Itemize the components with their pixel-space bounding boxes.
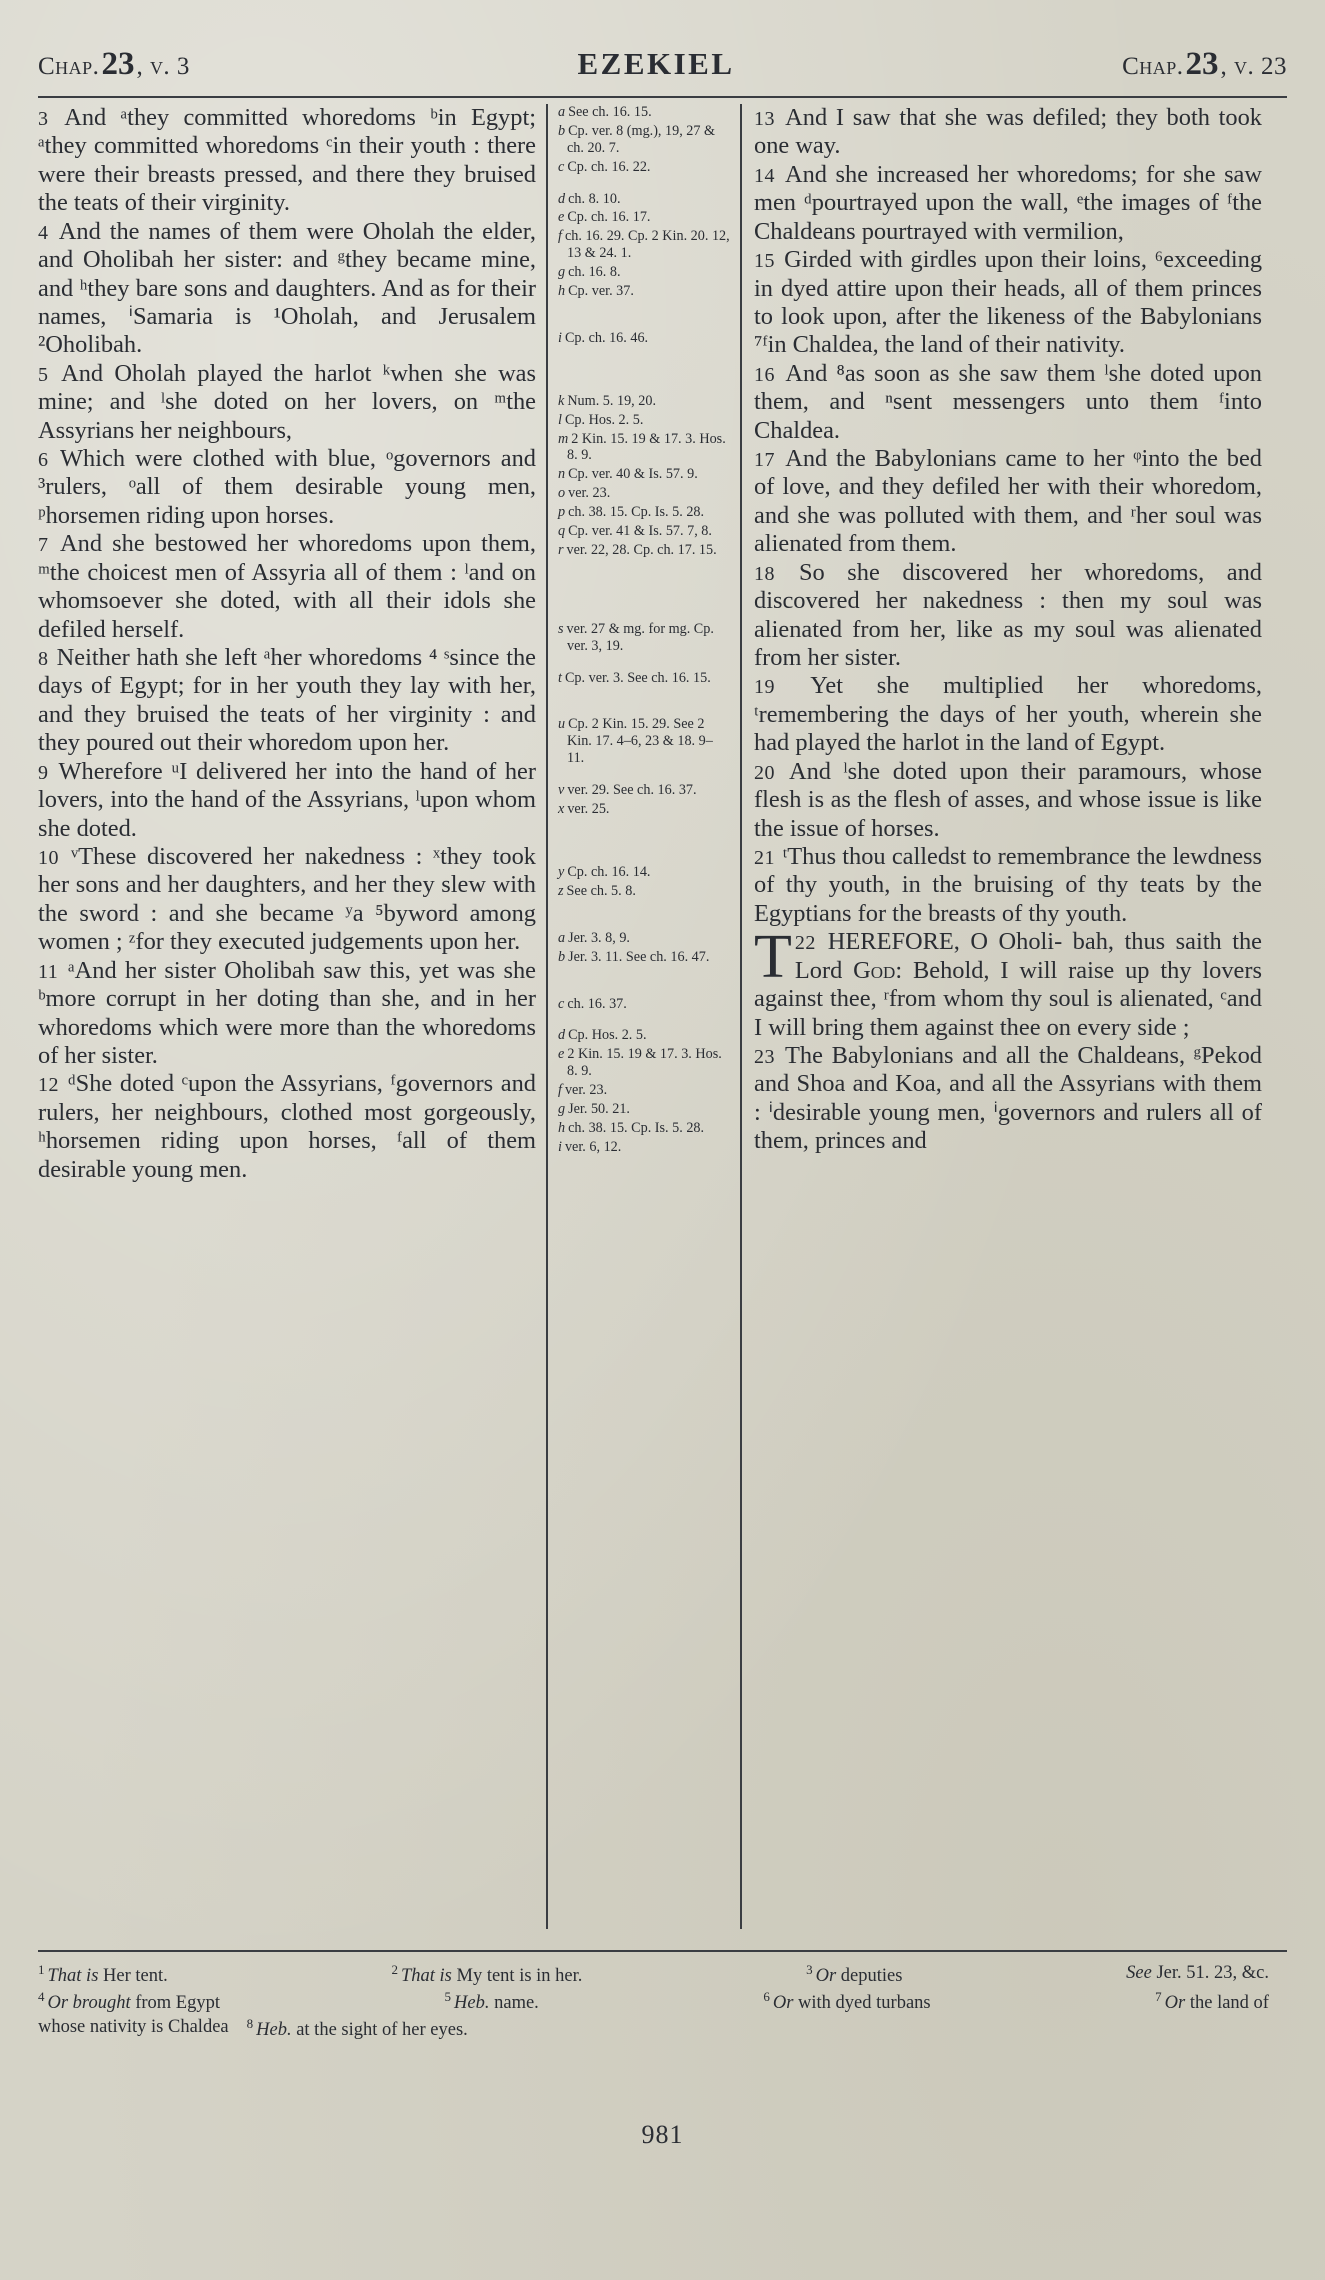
note-marker: y <box>558 863 565 880</box>
running-head-left <box>38 46 190 83</box>
divine-name: God <box>853 956 896 984</box>
verse-text: ᵈShe doted ᶜupon the Assyrians, ᶠgovernors and rulers, her neighbours, clothed most gorgeously, ʰhorsemen riding upon horses, ᶠall of them desirable young men. <box>38 1070 536 1183</box>
verse <box>38 957 536 1071</box>
verse-number: 11 <box>38 960 66 983</box>
note-marker: b <box>558 948 566 965</box>
verse <box>38 530 536 644</box>
cross-reference-note <box>558 716 730 767</box>
note-marker: u <box>558 716 566 733</box>
footnotes-block <box>38 1962 1287 2042</box>
note-text: ch. 38. 15. Cp. Is. 5. 28. <box>568 504 705 521</box>
footnote <box>38 1962 186 1989</box>
cross-reference-note <box>558 412 730 429</box>
verse-number: 12 <box>38 1074 67 1097</box>
cross-reference-note <box>558 864 730 881</box>
verse-text: ᵛThese discovered her nakedness : ˣthey took her sons and her daughters, and her they slew with the sword : and she became ʸa ⁵byword among women ; ᶻfor they executed judgements upon her. <box>38 842 536 956</box>
verse-number: 22 <box>794 932 826 955</box>
cross-reference-note <box>558 883 730 900</box>
note-text: 2 Kin. 15. 19 & 17. 3. Hos. 8. 9. <box>567 1046 722 1080</box>
note-text: ver. 27 & mg. for mg. Cp. ver. 3, 19. <box>566 620 714 654</box>
verse-text: And she bestowed her whoredoms upon them, ᵐthe choicest men of Assyria all of them : ˡand on whomsoever she doted, with all their idols she defiled herself. <box>38 530 537 643</box>
verse-number: 15 <box>754 250 783 273</box>
footnote-text: deputies <box>840 1966 903 1987</box>
cross-reference-note <box>558 949 730 966</box>
verse <box>38 218 536 360</box>
body-columns <box>38 104 1287 1929</box>
note-text: See ch. 16. 15. <box>568 104 652 120</box>
note-marker: a <box>558 104 566 120</box>
verse-number: 5 <box>38 363 60 386</box>
note-marker: d <box>558 1027 566 1044</box>
footnote-text: My tent is in her. <box>456 1966 583 1987</box>
note-text: Cp. ver. 8 (mg.), 19, 27 & ch. 20. 7. <box>567 122 716 156</box>
note-marker: p <box>558 504 566 521</box>
cross-reference-note <box>558 504 730 521</box>
cross-reference-note <box>558 523 730 540</box>
note-marker: s <box>558 620 564 637</box>
verse-number: 6 <box>38 449 58 472</box>
verse-text: Yet she multiplied her whoredoms, ᵗremembering the days of her youth, wherein she had played the harlot in the land of Egypt. <box>754 672 1262 757</box>
verse-text: Girded with girdles upon their loins, ⁶exceeding in dyed attire upon their heads, all of them princes to look upon, after the likeness of the Babylonians ⁷ᶠin Chaldea, the land of their nativity. <box>754 246 1263 359</box>
cross-reference-note <box>558 264 730 281</box>
cross-reference-note <box>558 485 730 502</box>
verse-text: And the Babylonians came to her ᵠinto the bed of love, and they defiled her with their whoredom, and she was polluted with them, and ʳher soul was alienated from them. <box>754 445 1262 558</box>
note-marker: h <box>558 1119 566 1136</box>
verse <box>38 360 536 445</box>
footnote <box>247 2016 486 2043</box>
cross-reference-note <box>558 1120 730 1137</box>
note-text: Cp. 2 Kin. 15. 29. See 2 Kin. 17. 4–6, 23 & 18. 9–11. <box>567 716 713 767</box>
verse-text: And the names of them were Oholah the elder, and Oholibah her sister: and ᵍthey became mine, and ʰthey bare sons and daughters. And as for their names, ⁱSamaria is ¹Oholah, and Jerusalem ²Oholibah. <box>38 217 536 359</box>
footnote <box>1155 1989 1287 2016</box>
note-text: Num. 5. 19, 20. <box>567 392 656 409</box>
cross-reference-note <box>558 104 730 121</box>
footnote-text: whose nativity is Chaldea <box>38 2016 229 2037</box>
footnote-text: with dyed turbans <box>798 1992 931 2013</box>
note-text: Cp. ver. 40 & Is. 57. 9. <box>568 466 698 483</box>
book-title: EZEKIEL <box>577 46 735 81</box>
footnote <box>38 1989 238 2016</box>
verse-text: And I saw that she was defiled; they both took one way. <box>754 104 1263 160</box>
verse-text: ᵗThus thou calledst to remembrance the lewdness of thy youth, in the bruising of thy teats by the Egyptians for the breasts of thy youth. <box>754 842 1262 927</box>
note-text: Jer. 3. 8, 9. <box>568 929 630 946</box>
verse-number: 20 <box>754 761 787 784</box>
note-marker: m <box>558 430 569 447</box>
note-marker: f <box>558 228 562 245</box>
chap-number-right: 23 <box>1185 46 1219 82</box>
verse-text: The Babylonians and all the Chaldeans, ᵍPekod and Shoa and Koa, and all the Assyrians with them : ⁱdesirable young men, ⁱgovernors and rulers all of them, princes and <box>754 1041 1263 1155</box>
cross-reference-note <box>558 123 730 157</box>
note-text: Cp. ver. 41 & Is. 57. 7, 8. <box>568 523 712 540</box>
cross-reference-note <box>558 431 730 465</box>
note-text: Cp. ver. 3. See ch. 16. 15. <box>564 669 711 686</box>
footnote-row <box>38 2016 1287 2043</box>
cross-reference-note <box>558 1082 730 1099</box>
note-marker: r <box>558 541 564 558</box>
note-marker: z <box>558 882 564 899</box>
verse-text: And she increased her whoredoms; for she saw men ᵈpourtrayed upon the wall, ᵉthe images of ᶠthe Chaldeans pourtrayed with vermilion, <box>754 160 1262 245</box>
note-text: See ch. 5. 8. <box>566 882 636 899</box>
verse <box>754 758 1262 843</box>
footnote <box>445 1989 557 2016</box>
running-head-right <box>1122 46 1287 83</box>
note-text: ver. 29. See ch. 16. 37. <box>567 782 697 799</box>
cross-reference-note <box>558 209 730 226</box>
footnote-rule <box>38 1950 1287 1952</box>
cross-reference-note <box>558 542 730 559</box>
note-text: Cp. ch. 16. 14. <box>567 863 651 880</box>
verse-number: 18 <box>754 562 797 585</box>
cross-reference-note <box>558 283 730 300</box>
footnote-number: 3 <box>806 1962 813 1977</box>
note-text: Cp. ch. 16. 17. <box>567 209 651 226</box>
verse-number: 3 <box>38 108 63 130</box>
footnote-cue: See <box>1126 1963 1157 1983</box>
drop-cap: T <box>754 923 792 992</box>
note-text: ch. 38. 15. Cp. Is. 5. 28. <box>568 1119 705 1136</box>
verse-text: Which were clothed with blue, ᵒgovernors and ³rulers, ᵒall of them desirable young men, ᵖhorsemen riding upon horses. <box>38 445 536 529</box>
verse-text: HEREFORE, O Oholi- bah, thus saith the Lord God: Behold, I will raise up thy lovers against thee, ʳfrom whom thy soul is alienated, ᶜand I will bring them against thee on every side ; <box>754 928 1263 1041</box>
verse-number: 23 <box>754 1045 784 1068</box>
footnote-cue: Or <box>815 1966 841 1987</box>
footnote <box>1126 1962 1287 1989</box>
verse <box>754 923 1263 1042</box>
note-marker: a <box>558 929 566 946</box>
chap-label-left: Chap. <box>38 53 100 80</box>
verse-number: 10 <box>38 846 69 869</box>
verse-text: And ˡshe doted upon their paramours, whose flesh is as the flesh of asses, and whose issue is like the issue of horses. <box>754 757 1263 842</box>
cross-reference-note <box>558 159 730 176</box>
note-text: Cp. ch. 16. 46. <box>564 329 649 346</box>
note-marker: i <box>558 329 562 346</box>
cross-reference-note <box>558 1101 730 1118</box>
verse-text: Neither hath she left ᵃher whoredoms ⁴ ˢsince the days of Egypt; for in her youth they lay with her, and they bruised the teats of her virginity : and they poured out their whoredom upon her. <box>38 644 537 757</box>
verse-number: 14 <box>754 164 783 187</box>
footnote-text: from Egypt <box>135 1992 220 2013</box>
cross-reference-note <box>558 782 730 799</box>
verse <box>754 246 1262 360</box>
footnote <box>391 1962 600 1989</box>
verse-number: 21 <box>754 846 781 869</box>
verse-text: And Oholah played the harlot ᵏwhen she was mine; and ˡshe doted on her lovers, on ᵐthe Assyrians her neighbours, <box>38 359 536 444</box>
scripture-column-left <box>38 104 546 1929</box>
verse <box>754 104 1262 161</box>
verse-number: 4 <box>38 221 57 244</box>
verse <box>754 843 1262 928</box>
verse-text: So she discovered her whoredoms, and discovered her nakedness : then my soul was alienated from her, like as my soul was alienated from her sister. <box>754 558 1262 672</box>
cross-reference-note <box>558 996 730 1013</box>
note-text: Cp. ch. 16. 22. <box>567 158 651 175</box>
verse-text: And ⁸as soon as she saw them ˡshe doted upon them, and ⁿsent messengers unto them ᶠinto Chaldea. <box>754 359 1262 444</box>
verse-text: Wherefore ᵘI delivered her into the hand of her lovers, into the hand of the Assyrians, ˡupon whom she doted. <box>38 757 536 842</box>
verse-number: 17 <box>754 449 784 472</box>
verse-number: 8 <box>38 648 55 671</box>
verse-label-left: , v. 3 <box>136 53 190 80</box>
footnote-text: name. <box>494 1992 539 2013</box>
footnote-cue: Or <box>1164 1992 1190 2013</box>
verse <box>754 445 1262 559</box>
footnote-number: 8 <box>246 2015 254 2031</box>
cross-reference-note <box>558 1046 730 1080</box>
note-marker: c <box>558 995 565 1012</box>
page-number: 981 <box>641 2120 684 2149</box>
footnote-number: 1 <box>38 1962 45 1977</box>
verse <box>38 843 536 957</box>
note-text: ver. 6, 12. <box>564 1138 622 1155</box>
verse-text: ᵃAnd her sister Oholibah saw this, yet was she ᵇmore corrupt in her doting than she, and in her whoredoms which were more than the whoredoms of her sister. <box>38 956 536 1069</box>
verse <box>38 758 536 843</box>
cross-reference-note <box>558 621 730 655</box>
cross-reference-note <box>558 1139 730 1156</box>
chap-number-left: 23 <box>101 46 135 82</box>
verse-number: 13 <box>754 108 784 130</box>
footnote <box>38 2016 247 2043</box>
note-marker: d <box>558 190 566 207</box>
cross-reference-column <box>546 104 742 1929</box>
note-text: ch. 16. 29. Cp. 2 Kin. 20. 12, 13 & 24. 1. <box>564 228 730 262</box>
note-text: ver. 23. <box>568 485 611 502</box>
footnote-cue: That is <box>400 1966 457 1987</box>
footnote-text: the land of <box>1189 1992 1269 2013</box>
cross-reference-note <box>558 228 730 262</box>
header-rule <box>38 96 1287 98</box>
verse-text: And ᵃthey committed whoredoms ᵇin Egypt; ᵃthey committed whoredoms ᶜin their youth : there were their breasts pressed, and there they bruised the teats of their virginity. <box>38 104 537 217</box>
running-head <box>38 46 1287 92</box>
verse <box>38 644 536 758</box>
footnote-number: 4 <box>38 1988 45 2004</box>
note-text: Cp. Hos. 2. 5. <box>568 1027 647 1044</box>
cross-reference-note <box>558 930 730 947</box>
footnote-row <box>38 1989 1287 2016</box>
note-marker: t <box>558 669 562 686</box>
verse <box>38 104 536 218</box>
footnote-text: at the sight of her eyes. <box>296 2019 468 2040</box>
note-text: Jer. 3. 11. See ch. 16. 47. <box>568 948 710 965</box>
note-text: ch. 16. 8. <box>568 264 621 281</box>
cross-reference-note <box>558 1027 730 1044</box>
note-text: ver. 23. <box>564 1082 608 1099</box>
footnote-text: Jer. 51. 23, &c. <box>1156 1963 1269 1983</box>
note-marker: c <box>558 158 565 175</box>
note-marker: n <box>558 466 566 483</box>
verse-label-right: , v. 23 <box>1220 53 1287 80</box>
verse <box>754 161 1262 246</box>
cross-reference-note <box>558 191 730 208</box>
note-text: Cp. Hos. 2. 5. <box>564 411 644 428</box>
note-marker: e <box>558 1046 565 1063</box>
note-text: Cp. ver. 37. <box>568 283 634 300</box>
note-marker: l <box>558 411 562 428</box>
footnote-number: 6 <box>763 1988 770 2004</box>
cross-reference-note <box>558 393 730 410</box>
note-text: ch. 8. 10. <box>568 190 621 207</box>
verse-number: 7 <box>38 534 59 557</box>
verse <box>754 1042 1262 1156</box>
footnote-row <box>38 1962 1287 1989</box>
cross-reference-note <box>558 466 730 483</box>
footnote <box>763 1989 948 2016</box>
scripture-column-right <box>742 104 1262 1929</box>
cross-reference-note <box>558 801 730 818</box>
footnote-cue: Or brought <box>47 1992 136 2013</box>
verse <box>38 445 536 530</box>
note-text: ver. 22, 28. Cp. ch. 17. 15. <box>566 541 717 558</box>
note-marker: x <box>558 801 565 818</box>
chap-label-right: Chap. <box>1122 53 1184 80</box>
verse <box>754 360 1262 445</box>
verse-number: 9 <box>38 761 57 784</box>
note-marker: v <box>558 782 565 799</box>
footnote-number: 2 <box>391 1962 398 1977</box>
footnote-text: Her tent. <box>103 1966 168 1987</box>
note-marker: g <box>558 264 566 281</box>
note-marker: b <box>558 122 566 139</box>
note-text: ch. 16. 37. <box>567 995 627 1012</box>
note-marker: i <box>558 1138 562 1155</box>
note-marker: e <box>558 209 565 226</box>
verse-number: 16 <box>754 363 784 386</box>
note-marker: g <box>558 1100 566 1117</box>
note-text: 2 Kin. 15. 19 & 17. 3. Hos. 8. 9. <box>567 430 726 464</box>
cross-reference-note <box>558 330 730 347</box>
footnote-cue: Heb. <box>454 1992 495 2013</box>
verse <box>754 559 1262 673</box>
verse-number: 19 <box>754 676 809 699</box>
note-marker: h <box>558 283 566 300</box>
note-marker: k <box>558 392 565 409</box>
footnote-cue: Or <box>772 1992 799 2013</box>
footnote-number: 7 <box>1155 1988 1162 2004</box>
footnote-number: 5 <box>444 1988 452 2004</box>
footnote-cue: Heb. <box>256 2019 297 2040</box>
note-text: Jer. 50. 21. <box>568 1100 630 1117</box>
verse <box>754 672 1262 757</box>
cross-reference-note <box>558 670 730 687</box>
note-text: ver. 25. <box>567 801 610 818</box>
note-marker: q <box>558 523 566 540</box>
note-marker: f <box>558 1082 562 1099</box>
footnote <box>806 1962 920 1989</box>
footnote-cue: That is <box>47 1966 104 1987</box>
verse <box>38 1070 536 1184</box>
note-marker: o <box>558 485 566 502</box>
